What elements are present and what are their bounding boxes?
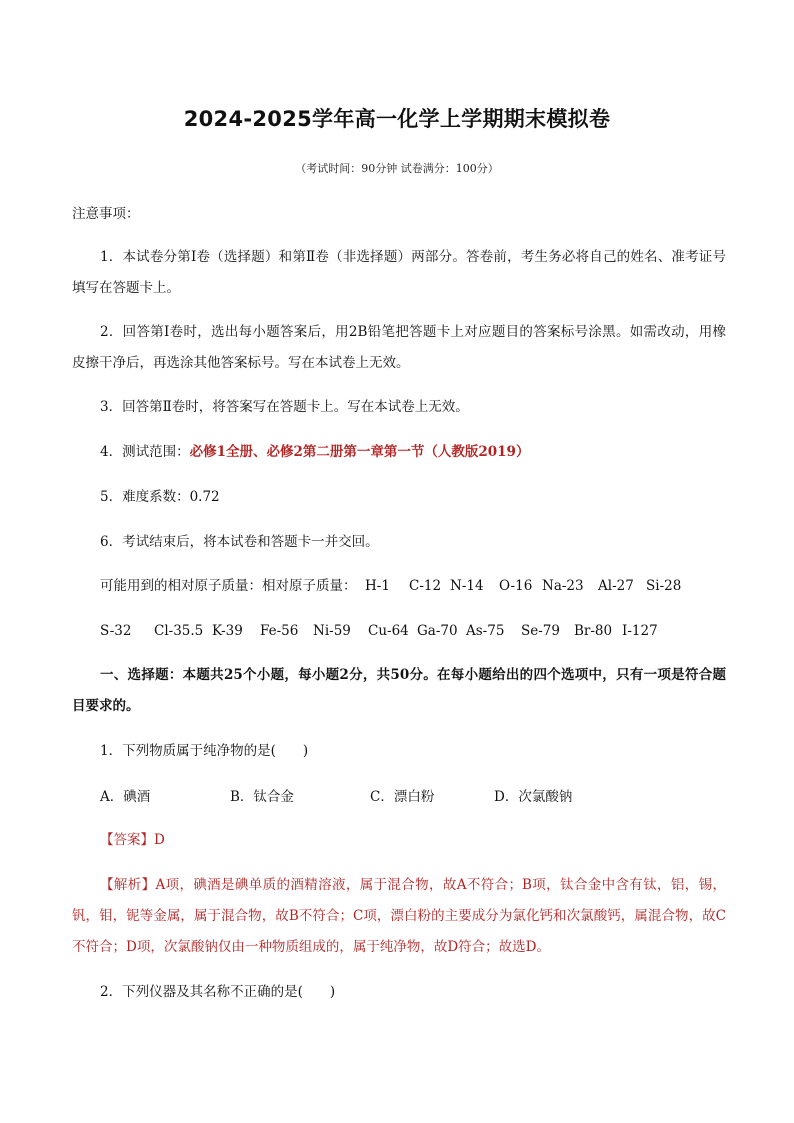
notice-item-6: 6．考试结束后，将本试卷和答题卡一并交回。 [100, 534, 379, 550]
answer-value: D [154, 832, 165, 848]
atomic-mass-label: 可能用到的相对原子质量：相对原子质量： [100, 578, 357, 594]
atomic-mass: As-75 [466, 623, 505, 639]
page-title: 2024-2025学年高一化学上学期期末模拟卷 [183, 107, 611, 131]
notice-heading: 注意事项： [72, 206, 140, 222]
atomic-mass: N-14 [450, 578, 484, 594]
atomic-mass-row-1 [72, 576, 732, 596]
option-b: B．钛合金 [230, 789, 294, 805]
notice-item-4 [72, 437, 726, 468]
option-a: A．碘酒 [100, 789, 151, 805]
answer-label: 【答案】 [100, 832, 154, 848]
notice-item-1: 1．本试卷分第Ⅰ卷（选择题）和第Ⅱ卷（非选择题）两部分。答卷前，考生务必将自己的姓名、准考证号填写在答题卡上。 [72, 249, 726, 296]
atomic-mass: O-16 [499, 578, 533, 594]
atomic-mass: Se-79 [521, 623, 560, 639]
notice-item-3: 3．回答第Ⅱ卷时，将答案写在答题卡上。写在本试卷上无效。 [100, 399, 469, 415]
notice-item-2: 2．回答第Ⅰ卷时，选出每小题答案后，用2B铅笔把答题卡上对应题目的答案标号涂黑。如需改动，用橡皮擦干净后，再选涂其他答案标号。写在本试卷上无效。 [72, 324, 726, 371]
option-d: D．次氯酸钠 [494, 789, 573, 805]
atomic-mass: Cu-64 [368, 623, 409, 639]
question-1-stem: 1．下列物质属于纯净物的是( ) [100, 743, 309, 759]
atomic-mass: Al-27 [598, 578, 634, 594]
atomic-mass: K-39 [212, 623, 243, 639]
notice-item-5: 5．难度系数：0.72 [100, 489, 220, 505]
atomic-mass: Si-28 [646, 578, 682, 594]
atomic-mass: C-12 [409, 578, 442, 594]
notice-item-4-label: 4．测试范围： [100, 444, 190, 460]
atomic-mass: Cl-35.5 [154, 623, 204, 639]
question-2-stem: 2．下列仪器及其名称不正确的是( ) [100, 984, 336, 1000]
atomic-mass: I-127 [622, 623, 658, 639]
atomic-mass: Fe-56 [260, 623, 299, 639]
atomic-mass: Br-80 [574, 623, 613, 639]
atomic-mass: H-1 [365, 578, 390, 594]
test-scope: 必修1全册、必修2第二册第一章第一节（人教版2019） [189, 444, 530, 460]
question-1-options [72, 787, 732, 807]
exam-info: （考试时间：90分钟 试卷满分：100分） [295, 162, 499, 175]
option-c: C．漂白粉 [370, 789, 435, 805]
atomic-mass: S-32 [100, 623, 132, 639]
atomic-mass: Ga-70 [417, 623, 458, 639]
question-1-answer [72, 825, 726, 856]
atomic-mass: Na-23 [542, 578, 584, 594]
analysis-label: 【解析】 [100, 877, 156, 893]
section-heading: 一、选择题：本题共25个小题，每小题2分，共50分。在每小题给出的四个选项中，只有一项是符合题目要求的。 [72, 667, 726, 714]
atomic-mass-row-2 [72, 621, 732, 641]
question-1-analysis [72, 870, 726, 963]
atomic-mass: Ni-59 [313, 623, 351, 639]
analysis-text: A项，碘酒是碘单质的酒精溶液，属于混合物，故A不符合；B项，钛合金中含有钛，铝，锡，钒，钼，铌等金属，属于混合物，故B不符合；C项，漂白粉的主要成分为氯化钙和次氯酸钙，属混合物，故C不符合；D项，次氯酸钠仅由一种物质组成的，属于纯净物，故D符合；故选D。 [72, 877, 727, 955]
